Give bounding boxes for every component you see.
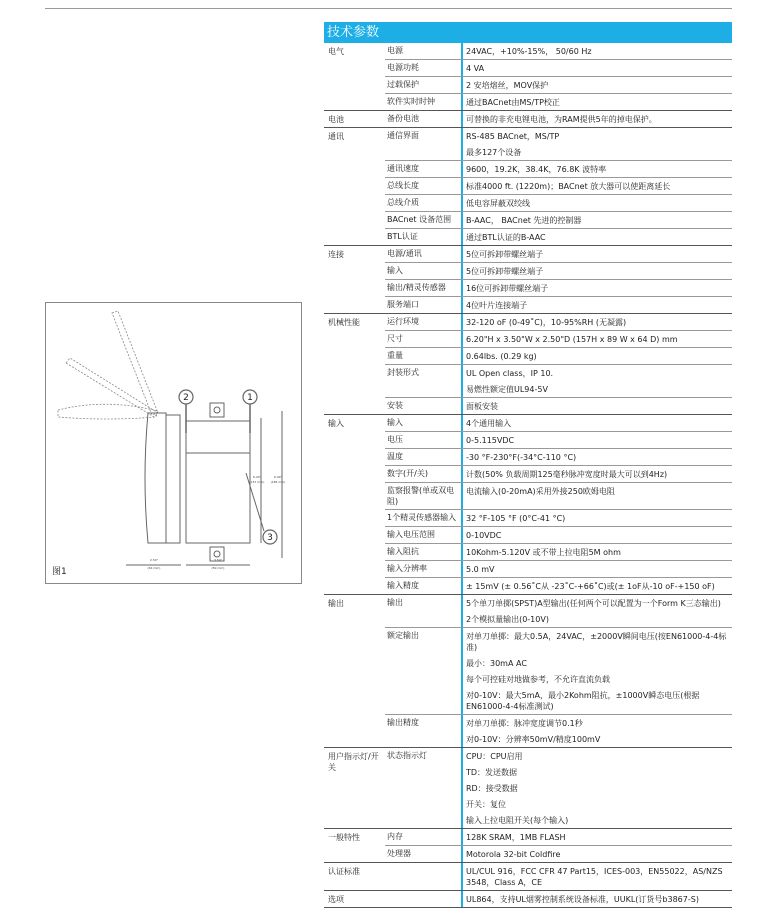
spec-values bbox=[461, 829, 732, 845]
spec-values bbox=[461, 510, 732, 526]
spec-values bbox=[461, 94, 732, 110]
spec-label: 服务端口 bbox=[387, 300, 419, 309]
spec-value: 2个模拟量输出(0-10V) bbox=[466, 614, 549, 624]
spec-value: 10Kohm-5.120V 或不带上拉电阻5M ohm bbox=[466, 547, 621, 557]
spec-value: 易燃性额定值UL94-5V bbox=[466, 384, 548, 394]
section-rows bbox=[385, 829, 732, 862]
spec-values bbox=[461, 561, 732, 577]
spec-label: 运行环境 bbox=[387, 317, 419, 326]
spec-label: BACnet 设备范围 bbox=[387, 215, 452, 224]
section-category: 电气 bbox=[328, 47, 344, 56]
spec-values bbox=[461, 178, 732, 194]
spec-section bbox=[324, 415, 732, 595]
dim-overall-height: 6.90" bbox=[273, 475, 283, 479]
spec-value: 最小：30mA AC bbox=[466, 658, 527, 668]
spec-values bbox=[461, 578, 732, 594]
spec-label: 重量 bbox=[387, 351, 403, 360]
spec-values bbox=[461, 195, 732, 211]
section-category: 机械性能 bbox=[328, 318, 360, 327]
spec-label: 电源 bbox=[387, 46, 403, 55]
callout-1: 1 bbox=[247, 393, 253, 403]
spec-value: 4个通用输入 bbox=[466, 418, 512, 428]
spec-label: 输入 bbox=[387, 418, 403, 427]
spec-value: 16位可拆卸带螺丝端子 bbox=[466, 283, 549, 293]
spec-label: 状态指示灯 bbox=[387, 751, 427, 760]
device-dimension-drawing bbox=[46, 303, 301, 583]
spec-values bbox=[461, 331, 732, 347]
spec-row bbox=[385, 509, 732, 526]
spec-label: 输入分辨率 bbox=[387, 564, 427, 573]
spec-label bbox=[385, 863, 461, 890]
spec-value: 可替换的非充电锂电池，为RAM提供5年的掉电保护。 bbox=[466, 114, 657, 124]
spec-row bbox=[385, 43, 732, 59]
spec-label: 输出/精灵传感器 bbox=[387, 283, 446, 292]
spec-section bbox=[324, 595, 732, 748]
spec-row bbox=[385, 128, 732, 160]
spec-section bbox=[324, 128, 732, 246]
spec-value: 5.0 mV bbox=[466, 564, 495, 574]
spec-value: 0-10VDC bbox=[466, 530, 502, 540]
spec-row bbox=[385, 347, 732, 364]
spec-values bbox=[461, 128, 732, 160]
spec-value: 0-5.115VDC bbox=[466, 435, 515, 445]
spec-value: UL864，支持UL烟雾控制系统设备标准，UUKL(订货号b3867-S) bbox=[466, 894, 699, 904]
spec-values bbox=[461, 297, 732, 313]
spec-value: 5位可拆卸带螺丝端子 bbox=[466, 249, 544, 259]
spec-value: RD：接受数据 bbox=[466, 783, 518, 793]
spec-label: 额定输出 bbox=[387, 631, 419, 640]
spec-row bbox=[385, 364, 732, 397]
spec-values bbox=[461, 483, 732, 509]
spec-value: 每个可控硅对地做参考，不允许直流负载 bbox=[466, 674, 610, 684]
spec-label: 内存 bbox=[387, 832, 403, 841]
spec-label: 输入 bbox=[387, 266, 403, 275]
spec-section bbox=[324, 111, 732, 128]
spec-values bbox=[461, 229, 732, 245]
spec-row bbox=[385, 76, 732, 93]
spec-table-title: 技术参数 bbox=[324, 22, 732, 43]
spec-values bbox=[461, 415, 732, 431]
spec-value: 6.20"H x 3.50"W x 2.50"D (157H x 89 W x 64 D) mm bbox=[466, 334, 678, 344]
spec-value: 对0-10V：最大5mA，最小2Kohm阻抗，±1000V瞬态电压(根据EN61000-4-4标准测试) bbox=[466, 690, 700, 711]
spec-row bbox=[385, 863, 732, 890]
spec-label: 输入阻抗 bbox=[387, 547, 419, 556]
spec-values bbox=[461, 432, 732, 448]
spec-section bbox=[324, 829, 732, 863]
section-rows bbox=[385, 314, 732, 414]
spec-row bbox=[385, 577, 732, 594]
spec-label: 封装形式 bbox=[387, 368, 419, 377]
spec-label: 处理器 bbox=[387, 849, 411, 858]
spec-values bbox=[461, 314, 732, 330]
spec-row bbox=[385, 560, 732, 577]
section-category: 选项 bbox=[328, 895, 344, 904]
spec-row bbox=[385, 714, 732, 747]
spec-label: 过载保护 bbox=[387, 80, 419, 89]
spec-row bbox=[385, 314, 732, 330]
dim-height-mm: (157 mm) bbox=[249, 480, 265, 484]
section-category: 通讯 bbox=[328, 132, 344, 141]
spec-label: 备份电池 bbox=[387, 114, 419, 123]
spec-value: 计数(50% 负载周期125毫秒脉冲宽度时最大可以到4Hz) bbox=[466, 469, 668, 479]
callout-3: 3 bbox=[267, 533, 273, 543]
spec-row bbox=[385, 228, 732, 245]
spec-label: 输入电压范围 bbox=[387, 530, 435, 539]
spec-value: 4 VA bbox=[466, 63, 485, 73]
section-rows bbox=[385, 748, 732, 828]
spec-value: 5位可拆卸带螺丝端子 bbox=[466, 266, 544, 276]
spec-value: 对0-10V：分辨率50mV/精度100mV bbox=[466, 734, 601, 744]
spec-values bbox=[461, 863, 732, 890]
spec-value: CPU：CPU启用 bbox=[466, 751, 523, 761]
spec-section bbox=[324, 891, 732, 908]
spec-value: ± 15mV (± 0.56˚C从 -23˚C-+66˚C)或(± 1oF从-10 oF-+150 oF) bbox=[466, 581, 715, 591]
spec-label: 总线介质 bbox=[387, 198, 419, 207]
spec-label: 1个精灵传感器输入 bbox=[387, 513, 457, 522]
spec-value: UL/CUL 916，FCC CFR 47 Part15，ICES-003，EN55022，AS/NZS 3548，Class A，CE bbox=[466, 866, 723, 887]
spec-sections bbox=[324, 43, 732, 908]
spec-label: 输出 bbox=[387, 598, 403, 607]
spec-section bbox=[324, 246, 732, 314]
spec-row bbox=[385, 526, 732, 543]
spec-values bbox=[461, 111, 732, 127]
section-category: 连接 bbox=[328, 250, 344, 259]
spec-value: 标准4000 ft. (1220m)；BACnet 放大器可以使距离延长 bbox=[466, 181, 671, 191]
section-rows bbox=[385, 863, 732, 890]
spec-section bbox=[324, 863, 732, 891]
spec-row bbox=[385, 160, 732, 177]
spec-table bbox=[324, 22, 732, 908]
section-rows bbox=[385, 891, 732, 907]
section-rows bbox=[385, 246, 732, 313]
spec-label: 输入精度 bbox=[387, 581, 419, 590]
spec-value: 开关：复位 bbox=[466, 799, 506, 809]
spec-value: TD：发送数据 bbox=[466, 767, 518, 777]
spec-row bbox=[385, 543, 732, 560]
dim-height: 6.20" bbox=[252, 475, 262, 479]
section-rows bbox=[385, 415, 732, 594]
spec-section bbox=[324, 43, 732, 111]
spec-row bbox=[385, 397, 732, 414]
spec-row bbox=[385, 465, 732, 482]
section-category: 认证标准 bbox=[328, 867, 360, 876]
spec-value: 面板安装 bbox=[466, 401, 498, 411]
callout-2: 2 bbox=[183, 393, 189, 403]
spec-values bbox=[461, 595, 732, 627]
spec-value: 4位叶片连接端子 bbox=[466, 300, 528, 310]
section-category: 输出 bbox=[328, 599, 344, 608]
spec-label: 数字(开/关) bbox=[387, 469, 428, 478]
spec-values bbox=[461, 544, 732, 560]
spec-values bbox=[461, 60, 732, 76]
spec-section bbox=[324, 748, 732, 829]
spec-values bbox=[461, 280, 732, 296]
spec-row bbox=[385, 627, 732, 714]
figure-1 bbox=[45, 302, 302, 584]
spec-label: BTL认证 bbox=[387, 232, 418, 241]
spec-value: 通过BACnet由MS/TP校正 bbox=[466, 97, 560, 107]
spec-row bbox=[385, 829, 732, 845]
spec-values bbox=[461, 43, 732, 59]
dim-depth-mm: (64 mm) bbox=[147, 566, 161, 570]
spec-label: 输出精度 bbox=[387, 718, 419, 727]
section-category: 一般特性 bbox=[328, 833, 360, 842]
spec-row bbox=[385, 59, 732, 76]
spec-values bbox=[461, 466, 732, 482]
spec-value: UL Open class，IP 10. bbox=[466, 368, 554, 378]
spec-value: 9600，19.2K，38.4K，76.8K 波特率 bbox=[466, 164, 607, 174]
spec-row bbox=[385, 448, 732, 465]
spec-values bbox=[461, 398, 732, 414]
spec-value: B-AAC， BACnet 先进的控制器 bbox=[466, 215, 582, 225]
spec-value: 0.64lbs. (0.29 kg) bbox=[466, 351, 537, 361]
spec-value: 2 安培熔丝，MOV保护 bbox=[466, 80, 549, 90]
spec-values bbox=[461, 212, 732, 228]
spec-row bbox=[385, 330, 732, 347]
spec-value: 最多127个设备 bbox=[466, 147, 522, 157]
spec-value: 5个单刀单掷(SPST)A型输出(任何两个可以配置为一个Form K三态输出) bbox=[466, 598, 721, 608]
spec-row bbox=[385, 748, 732, 828]
spec-value: 32-120 oF (0-49˚C)，10-95%RH (无凝露) bbox=[466, 317, 627, 327]
spec-row bbox=[385, 194, 732, 211]
spec-value: -30 °F-230°F(-34°C-110 °C) bbox=[466, 452, 577, 462]
top-rule bbox=[45, 8, 732, 9]
spec-row bbox=[385, 845, 732, 862]
dim-overall-height-mm: (185 mm) bbox=[270, 480, 286, 484]
spec-label: 尺寸 bbox=[387, 334, 403, 343]
section-category: 输入 bbox=[328, 419, 344, 428]
figure-caption: 图1 bbox=[52, 567, 67, 577]
spec-row bbox=[385, 431, 732, 448]
section-category: 电池 bbox=[328, 115, 344, 124]
spec-value: 低电容屏蔽双绞线 bbox=[466, 198, 530, 208]
spec-label: 电源功耗 bbox=[387, 63, 419, 72]
section-rows bbox=[385, 128, 732, 245]
section-rows bbox=[385, 595, 732, 747]
spec-values bbox=[461, 449, 732, 465]
spec-values bbox=[461, 161, 732, 177]
spec-row bbox=[385, 279, 732, 296]
spec-row bbox=[385, 111, 732, 127]
section-rows bbox=[385, 43, 732, 110]
spec-values bbox=[461, 715, 732, 747]
spec-values bbox=[461, 628, 732, 714]
dim-depth: 2.50" bbox=[149, 558, 159, 562]
spec-row bbox=[385, 415, 732, 431]
spec-label: 软件实时时钟 bbox=[387, 97, 435, 106]
spec-row bbox=[385, 296, 732, 313]
spec-values bbox=[461, 77, 732, 93]
spec-value: 对单刀单掷：脉冲宽度调节0.1秒 bbox=[466, 718, 583, 728]
spec-row bbox=[385, 177, 732, 194]
spec-values bbox=[461, 891, 732, 907]
spec-value: RS-485 BACnet，MS/TP bbox=[466, 131, 560, 141]
dim-width-mm: (89 mm) bbox=[211, 566, 225, 570]
spec-label: 安装 bbox=[387, 401, 403, 410]
spec-value: 128K SRAM，1MB FLASH bbox=[466, 832, 566, 842]
spec-value: 对单刀单掷：最大0.5A，24VAC，±2000V瞬间电压(按EN61000-4-4标准) bbox=[466, 631, 727, 652]
spec-row bbox=[385, 93, 732, 110]
spec-label: 电压 bbox=[387, 435, 403, 444]
spec-label: 电源/通讯 bbox=[387, 249, 422, 258]
spec-label: 温度 bbox=[387, 452, 403, 461]
spec-label: 通讯速度 bbox=[387, 164, 419, 173]
spec-row bbox=[385, 595, 732, 627]
spec-values bbox=[461, 348, 732, 364]
spec-row bbox=[385, 482, 732, 509]
spec-value: 通过BTL认证的B-AAC bbox=[466, 232, 546, 242]
dim-width: 3.50" bbox=[213, 558, 223, 562]
spec-values bbox=[461, 263, 732, 279]
spec-values bbox=[461, 365, 732, 397]
spec-row bbox=[385, 891, 732, 907]
spec-row bbox=[385, 211, 732, 228]
spec-value: 输入上拉电阻开关(每个输入) bbox=[466, 815, 569, 825]
spec-label bbox=[385, 891, 461, 907]
spec-values bbox=[461, 527, 732, 543]
section-category: 用户指示灯/开关 bbox=[328, 752, 379, 772]
spec-label: 监察报警(单或双电阻) bbox=[387, 486, 455, 506]
spec-values bbox=[461, 846, 732, 862]
spec-value: Motorola 32-bit Coldfire bbox=[466, 849, 561, 859]
spec-label: 通信界面 bbox=[387, 131, 419, 140]
spec-label: 总线长度 bbox=[387, 181, 419, 190]
spec-values bbox=[461, 748, 732, 828]
spec-section bbox=[324, 314, 732, 415]
spec-value: 电流输入(0-20mA)采用外接250欧姆电阻 bbox=[466, 486, 615, 496]
spec-row bbox=[385, 262, 732, 279]
spec-values bbox=[461, 246, 732, 262]
spec-value: 24VAC，+10%-15%， 50/60 Hz bbox=[466, 46, 592, 56]
spec-value: 32 °F-105 °F (0°C-41 °C) bbox=[466, 513, 566, 523]
section-rows bbox=[385, 111, 732, 127]
spec-row bbox=[385, 246, 732, 262]
